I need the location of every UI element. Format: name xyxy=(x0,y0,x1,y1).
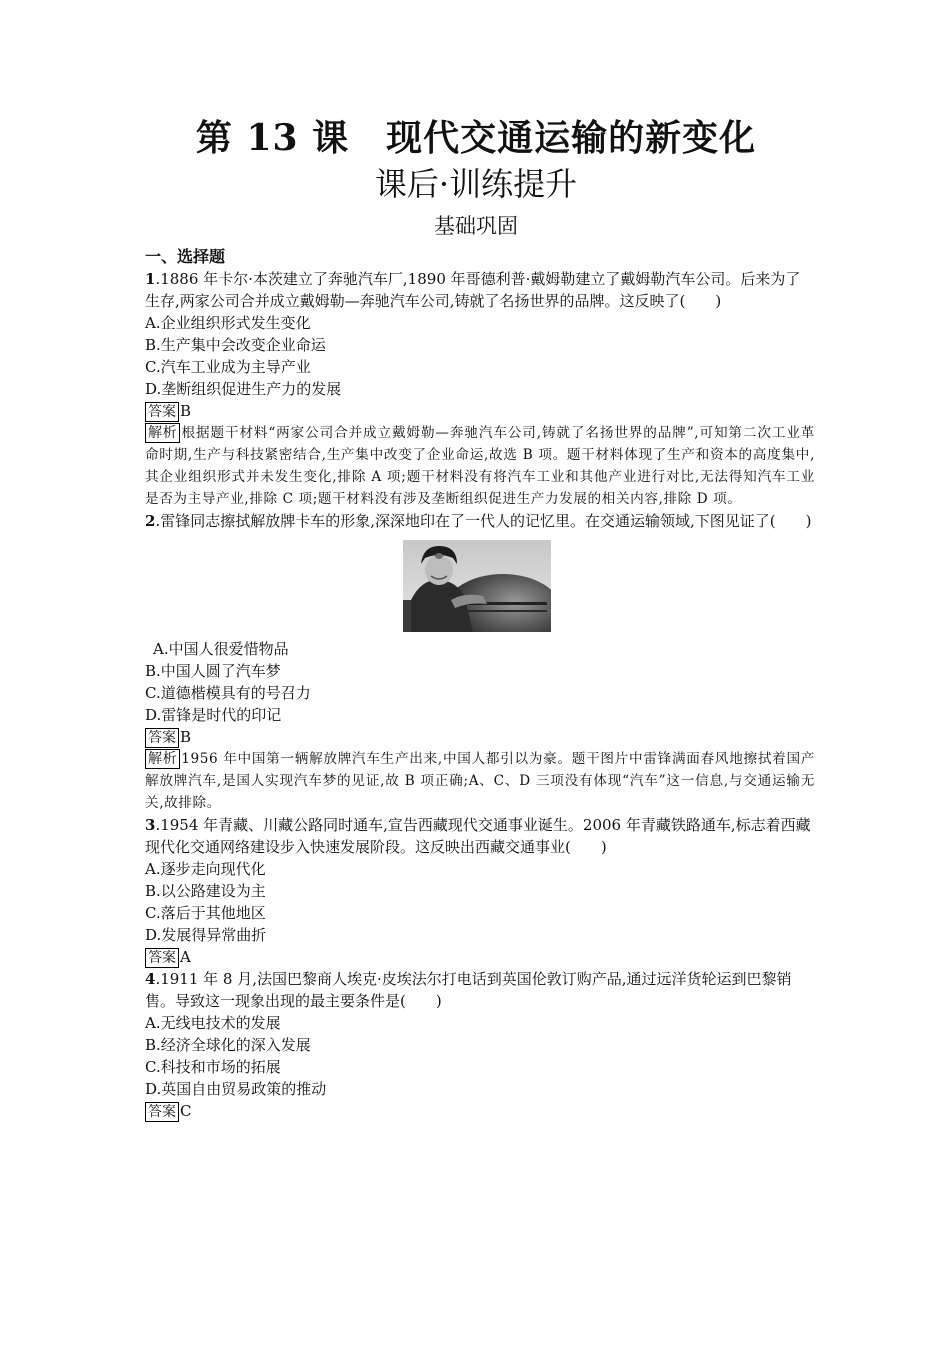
option-a: A.逐步走向现代化 xyxy=(145,860,266,878)
answer-3 xyxy=(145,946,815,968)
section-heading: 基础巩固 xyxy=(434,214,518,238)
answer-label: 答案 xyxy=(145,1102,179,1122)
analysis-label: 解析 xyxy=(145,749,180,769)
option-b: B.中国人圆了汽车梦 xyxy=(145,662,281,680)
analysis-text: 根据题干材料“两家公司合并成立戴姆勒—奔驰汽车公司,铸就了名扬世界的品牌”,可知第二次工业革命时期,生产与科技紧密结合,生产集中改变了企业命运,故选 B 项。题干材料体现了生产和资本的高度集中,其企业组织形式并未发生变化,排除 A 项;题干材料没有将汽车工业和其他产业进行对比,无法得知汽车工业是否为主导产业,排除 C 项;题干材料没有涉及垄断组织促进生产力发展的相关内容,排除 D 项。 xyxy=(145,425,815,507)
question-number: 3 xyxy=(145,816,156,834)
answer-label: 答案 xyxy=(145,728,179,748)
option-b: B.生产集中会改变企业命运 xyxy=(145,336,326,354)
option-d: D.发展得异常曲折 xyxy=(145,926,267,944)
question-number: 2 xyxy=(145,512,156,530)
option-a: A.无线电技术的发展 xyxy=(145,1014,281,1032)
answer-value: B xyxy=(180,728,192,746)
answer-value: B xyxy=(180,402,192,420)
question-2-stem xyxy=(145,510,815,532)
lei-feng-photo xyxy=(403,540,551,632)
question-text: .1911 年 8 月,法国巴黎商人埃克·皮埃法尔打电话到英国伦敦订购产品,通过远洋货轮运到巴黎销售。导致这一现象出现的最主要条件是( ) xyxy=(145,970,792,1010)
option-c: C.科技和市场的拓展 xyxy=(145,1058,281,1076)
answer-label: 答案 xyxy=(145,948,179,968)
answer-1 xyxy=(145,400,815,422)
answer-value: C xyxy=(180,1102,192,1120)
analysis-label: 解析 xyxy=(145,423,180,443)
question-number: 4 xyxy=(145,970,156,988)
question-1-stem xyxy=(145,268,815,312)
question-text: .1886 年卡尔·本茨建立了奔驰汽车厂,1890 年哥德利普·戴姆勒建立了戴姆勒汽车公司。后来为了生存,两家公司合并成立戴姆勒—奔驰汽车公司,铸就了名扬世界的品牌。这反映了( ) xyxy=(145,270,801,310)
answer-4 xyxy=(145,1100,815,1122)
option-a: A.中国人很爱惜物品 xyxy=(153,640,289,658)
option-c: C.道德楷模具有的号召力 xyxy=(145,684,311,702)
content xyxy=(145,246,815,1122)
option-b: B.以公路建设为主 xyxy=(145,882,266,900)
option-b: B.经济全球化的深入发展 xyxy=(145,1036,311,1054)
analysis-text: 1956 年中国第一辆解放牌汽车生产出来,中国人都引以为豪。题干图片中雷锋满面春风地擦拭着国产解放牌汽车,是国人实现汽车梦的见证,故 B 项正确;A、C、D 三项没有体现“汽车”这一信息,与交通运输无关,故排除。 xyxy=(145,751,815,811)
question-text: .雷锋同志擦拭解放牌卡车的形象,深深地印在了一代人的记忆里。在交通运输领域,下图见证了( ) xyxy=(155,512,812,530)
option-c: C.汽车工业成为主导产业 xyxy=(145,358,311,376)
lesson-title: 第 13 课 现代交通运输的新变化 xyxy=(195,117,757,159)
lesson-subtitle: 课后·训练提升 xyxy=(374,165,578,203)
option-d: D.雷锋是时代的印记 xyxy=(145,706,282,724)
question-number: 1 xyxy=(145,270,156,288)
option-a: A.企业组织形式发生变化 xyxy=(145,314,311,332)
option-d: D.英国自由贸易政策的推动 xyxy=(145,1080,327,1098)
question-text: .1954 年青藏、川藏公路同时通车,宣告西藏现代交通事业诞生。2006 年青藏铁路通车,标志着西藏现代化交通网络建设步入快速发展阶段。这反映出西藏交通事业( ) xyxy=(145,816,811,856)
answer-2 xyxy=(145,726,815,748)
answer-value: A xyxy=(180,948,191,966)
answer-label: 答案 xyxy=(145,402,179,422)
part-heading: 一、选择题 xyxy=(145,247,226,266)
analysis-1 xyxy=(145,422,815,510)
question-3-stem xyxy=(145,814,815,858)
option-c: C.落后于其他地区 xyxy=(145,904,266,922)
option-d: D.垄断组织促进生产力的发展 xyxy=(145,380,342,398)
question-4-stem xyxy=(145,968,815,1012)
analysis-2 xyxy=(145,748,815,814)
photo-illustration xyxy=(403,540,551,632)
